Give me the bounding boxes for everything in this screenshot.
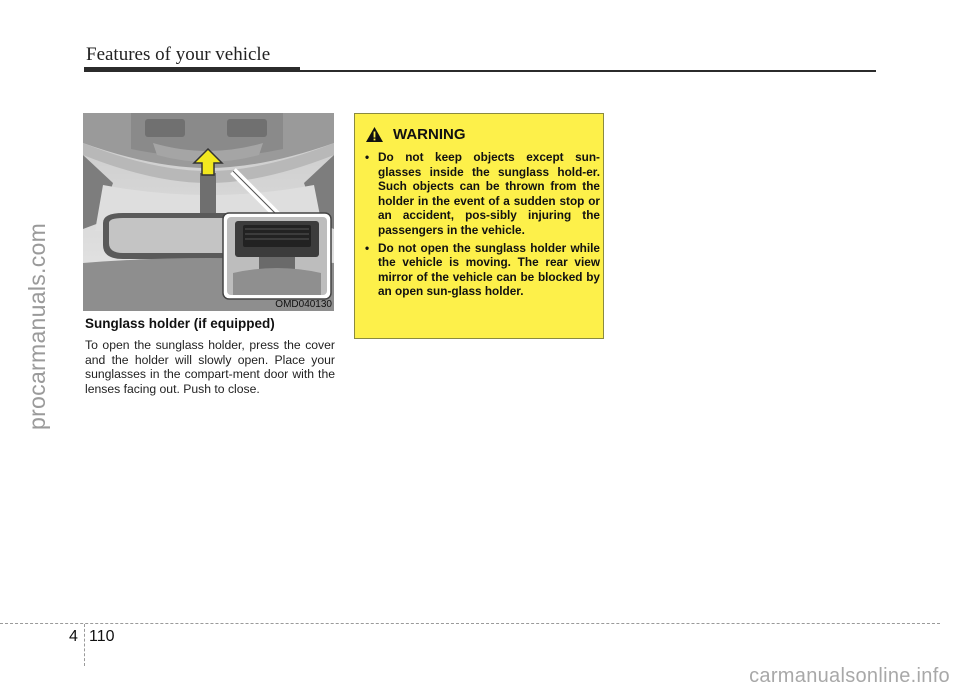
section-body-text: To open the sunglass holder, press the cover and the holder will slowly open. Place your sunglasses in the compart-ment door with the lenses facing out. Push to close. [85,338,335,396]
side-watermark: procarmanuals.com [24,222,50,430]
warning-item [365,150,600,238]
chapter-number: 4 [69,628,78,645]
warning-box [354,113,604,339]
bullet: • [365,150,370,164]
warning-item-text: Do not keep objects except sun-glasses inside the sunglass hold-er. Such objects can be thrown from the holder in the event of a sudden stop or an accident, pos-sibly injuring the passengers in the vehicle. [378,150,600,237]
overhead-console-drawing [83,113,334,311]
footer-rule [0,623,940,624]
page-number: 110 [89,628,115,645]
header-rule-thin [300,70,876,72]
header-rule-thick [84,67,300,72]
warning-list [365,150,600,302]
section-heading: Sunglass holder (if equipped) [85,316,275,331]
footer-divider [84,624,85,666]
illustration-code: OMD040130 [275,299,332,310]
bullet: • [365,240,370,255]
warning-triangle-icon [365,126,384,143]
warning-header [365,126,466,143]
warning-title: WARNING [393,126,466,143]
sunglass-holder-illustration [83,113,334,311]
warning-item-text: Do not open the sunglass holder while the vehicle is moving. The rear view mirror of the vehicle can be blocked by an open sun-glass holder. [378,240,600,299]
bottom-watermark: carmanualsonline.info [749,665,950,687]
warning-item [365,241,600,299]
page-header-title: Features of your vehicle [86,44,271,65]
